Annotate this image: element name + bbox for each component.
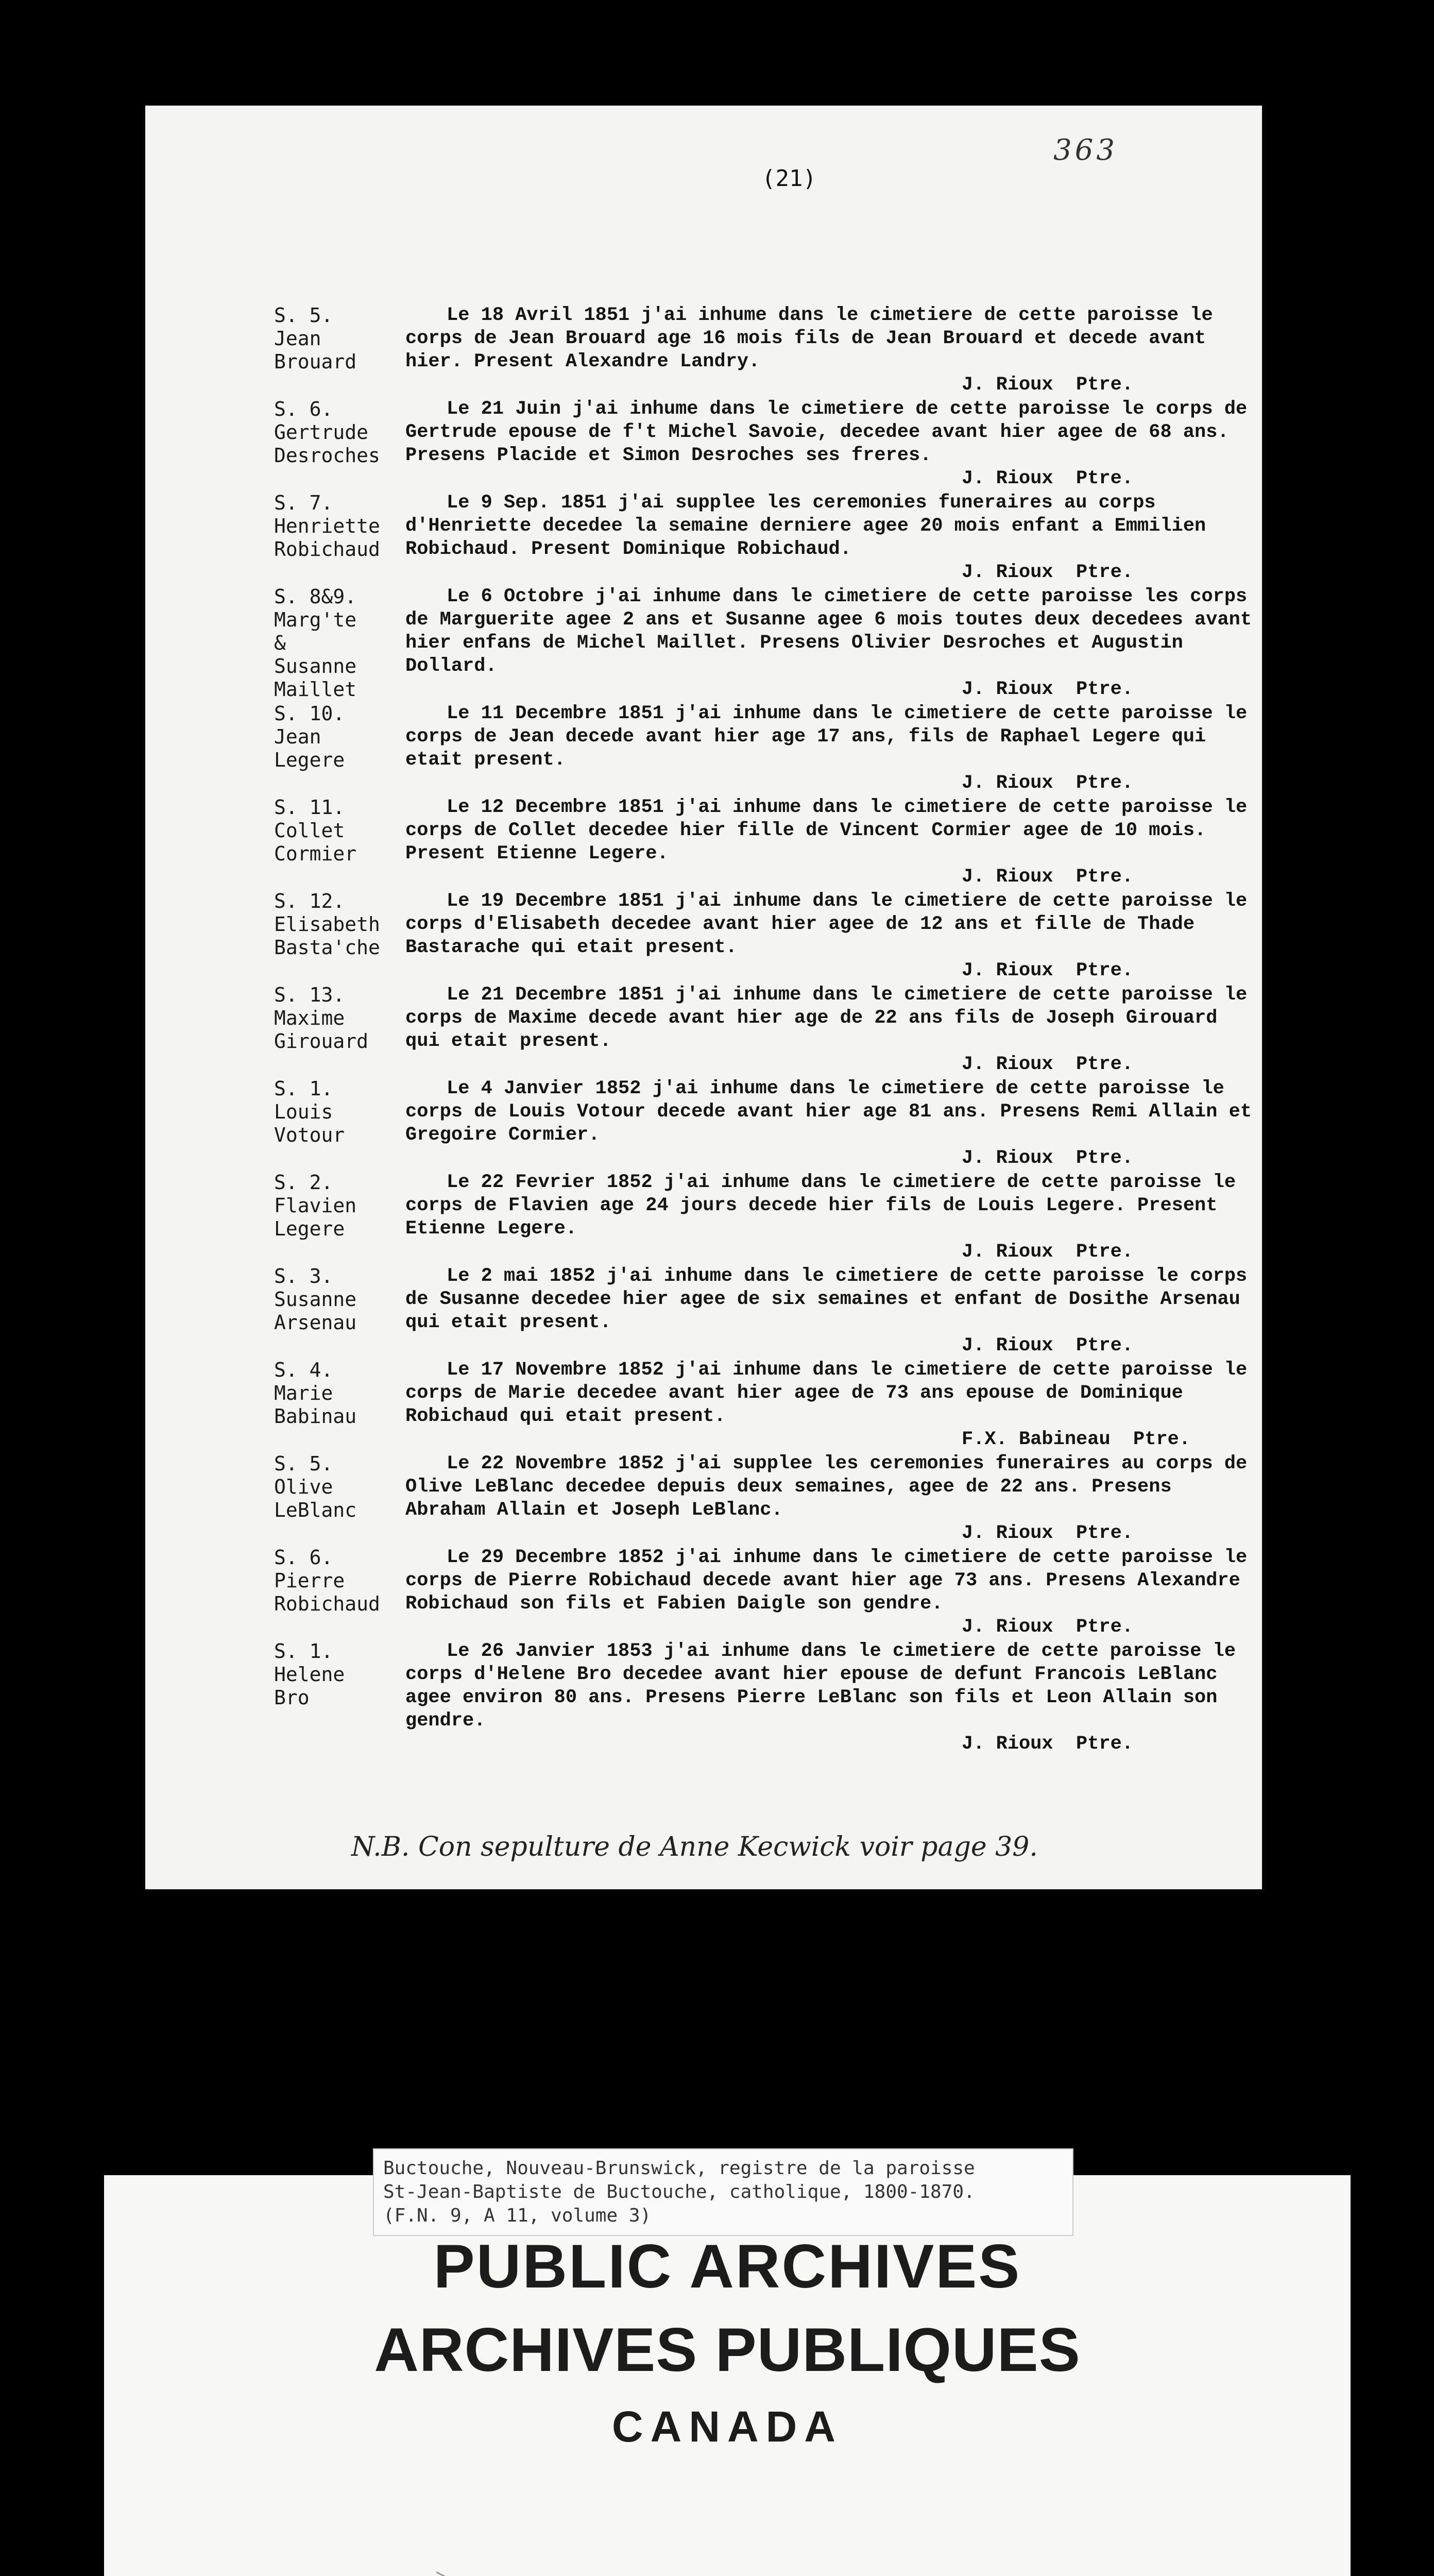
priest-signature: J. Rioux Ptre. bbox=[962, 960, 1134, 981]
entry-margin bbox=[274, 702, 405, 795]
priest-signature: F.X. Babineau Ptre. bbox=[962, 1429, 1191, 1450]
burial-entry bbox=[274, 398, 1263, 490]
burial-entry bbox=[274, 1640, 1263, 1756]
deceased-name-line: Desroches bbox=[274, 444, 380, 467]
burial-entry bbox=[274, 304, 1263, 397]
priest-signature: J. Rioux Ptre. bbox=[962, 1522, 1134, 1544]
entry-reference: S. 12. bbox=[274, 890, 345, 912]
deceased-name-line: Robichaud bbox=[274, 1592, 380, 1615]
priest-signature: J. Rioux Ptre. bbox=[962, 1147, 1134, 1169]
entry-text: Le 6 Octobre j'ai inhume dans le cimetiere de cette paroisse les corps de Marguerite agee 2 ans et Susanne agee 6 mois toutes deux decedees avant hier enfans de Michel Maillet. Presens Olivier Desroches et Augustin Dollard. bbox=[405, 586, 1264, 677]
entry-body bbox=[405, 1359, 1263, 1451]
entry-body bbox=[405, 398, 1263, 490]
burial-entry bbox=[274, 1452, 1263, 1545]
entry-text: Le 4 Janvier 1852 j'ai inhume dans le cimetiere de cette paroisse le corps de Louis Votour decede avant hier age 81 ans. Presens Remi Allain et Gregoire Cormier. bbox=[405, 1078, 1264, 1146]
entry-body bbox=[405, 702, 1263, 795]
deceased-name-line: Susanne bbox=[274, 1288, 357, 1311]
entry-body bbox=[405, 890, 1263, 982]
entry-text: Le 26 Janvier 1853 j'ai inhume dans le cimetiere de cette paroisse le corps d'Helene Bro decedee avant hier epouse de defunt Francois LeBlanc agee environ 80 ans. Presens Pierre LeBlanc son fils et Leon Allain son gendre. bbox=[405, 1640, 1248, 1732]
entry-reference: S. 1. bbox=[274, 1640, 333, 1663]
deceased-name-line: Olive bbox=[274, 1476, 333, 1498]
entry-body bbox=[405, 1546, 1263, 1639]
deceased-name-line: Susanne bbox=[274, 655, 357, 677]
archive-title-english: PUBLIC ARCHIVES bbox=[433, 2232, 1021, 2301]
entry-reference: S. 6. bbox=[274, 398, 333, 420]
burial-entry bbox=[274, 1171, 1263, 1264]
priest-signature: J. Rioux Ptre. bbox=[962, 679, 1134, 700]
burial-entry bbox=[274, 984, 1263, 1076]
priest-signature: J. Rioux Ptre. bbox=[962, 468, 1134, 489]
burial-entry bbox=[274, 702, 1263, 795]
entry-margin bbox=[274, 890, 405, 982]
entry-reference: S. 4. bbox=[274, 1359, 333, 1381]
deceased-name-line: Brouard bbox=[274, 350, 357, 373]
entry-reference: S. 2. bbox=[274, 1171, 333, 1194]
entry-text: Le 22 Fevrier 1852 j'ai inhume dans le cimetiere de cette paroisse le corps de Flavien age 24 jours decede hier fils de Louis Legere. Present Etienne Legere. bbox=[405, 1172, 1248, 1240]
deceased-name-line: Helene bbox=[274, 1663, 345, 1686]
deceased-name-line: Marie bbox=[274, 1382, 333, 1404]
handwritten-note: N.B. Con sepulture de Anne Kecwick voir page 39. bbox=[351, 1832, 1038, 1862]
entry-margin bbox=[274, 1546, 405, 1639]
entry-text: Le 21 Juin j'ai inhume dans le cimetiere de cette paroisse le corps de Gertrude epouse de f't Michel Savoie, decedee avant hier agee de 68 ans. Presens Placide et Simon Desroches ses freres. bbox=[405, 398, 1259, 466]
entry-margin bbox=[274, 796, 405, 889]
entry-reference: S. 5. bbox=[274, 304, 333, 327]
entry-margin bbox=[274, 1265, 405, 1358]
entry-margin bbox=[274, 304, 405, 397]
priest-signature: J. Rioux Ptre. bbox=[962, 1616, 1134, 1638]
entry-body bbox=[405, 796, 1263, 889]
deceased-name-line: Legere bbox=[274, 749, 345, 771]
entry-reference: S. 5. bbox=[274, 1452, 333, 1475]
entry-text: Le 19 Decembre 1851 j'ai inhume dans le cimetiere de cette paroisse le corps d'Elisabeth decedee avant hier agee de 12 ans et fille de Thade Bastarache qui etait present. bbox=[405, 890, 1259, 958]
entry-reference: S. 11. bbox=[274, 796, 345, 819]
deceased-name-line: Jean bbox=[274, 327, 321, 350]
register-page bbox=[145, 106, 1262, 1889]
entry-margin bbox=[274, 984, 405, 1076]
entry-body bbox=[405, 304, 1263, 397]
entry-text: Le 29 Decembre 1852 j'ai inhume dans le cimetiere de cette paroisse le corps de Pierre Robichaud decede avant hier age 73 ans. Presens Alexandre Robichaud son fils et Fabien Daigle son gendre. bbox=[405, 1547, 1259, 1615]
entry-body bbox=[405, 1077, 1263, 1170]
entry-body bbox=[405, 492, 1263, 584]
entry-margin bbox=[274, 1171, 405, 1264]
entry-text: Le 21 Decembre 1851 j'ai inhume dans le cimetiere de cette paroisse le corps de Maxime decede avant hier age de 22 ans fils de Joseph Girouard qui etait present. bbox=[405, 984, 1259, 1052]
entry-body bbox=[405, 1452, 1263, 1545]
priest-signature: J. Rioux Ptre. bbox=[962, 1733, 1134, 1755]
page-number: (21) bbox=[762, 165, 816, 192]
deceased-name-line: Marg'te bbox=[274, 608, 357, 631]
entry-reference: S. 3. bbox=[274, 1265, 333, 1287]
entry-text: Le 17 Novembre 1852 j'ai inhume dans le cimetiere de cette paroisse le corps de Marie decedee avant hier agee de 73 ans epouse de Dominique Robichaud qui etait present. bbox=[405, 1359, 1259, 1427]
entry-body bbox=[405, 1265, 1263, 1358]
handwritten-folio-number: 363 bbox=[1053, 133, 1118, 167]
entry-reference: S. 6. bbox=[274, 1546, 333, 1569]
deceased-name-line: Bro bbox=[274, 1686, 310, 1709]
archive-card bbox=[104, 2158, 1351, 2576]
entry-margin bbox=[274, 585, 405, 701]
deceased-name-line: LeBlanc bbox=[274, 1499, 357, 1521]
archive-country: CANADA bbox=[612, 2402, 843, 2451]
entry-body bbox=[405, 1171, 1263, 1264]
priest-signature: J. Rioux Ptre. bbox=[962, 562, 1134, 583]
deceased-name-line: Gertrude bbox=[274, 421, 369, 444]
burial-entry bbox=[274, 585, 1263, 701]
deceased-name-line: Elisabeth bbox=[274, 913, 380, 936]
entry-body bbox=[405, 984, 1263, 1076]
entry-margin bbox=[274, 398, 405, 490]
entry-reference: S. 13. bbox=[274, 984, 345, 1006]
entry-reference: S. 8&9. bbox=[274, 585, 357, 608]
entry-body bbox=[405, 1640, 1263, 1756]
deceased-name-line: Pierre bbox=[274, 1569, 345, 1592]
archive-label-line: St-Jean-Baptiste de Buctouche, catholique, 1800-1870. bbox=[383, 2181, 975, 2202]
deceased-name-line: Henriette bbox=[274, 515, 380, 537]
burial-entries bbox=[274, 304, 1263, 1757]
deceased-name-line: Flavien bbox=[274, 1194, 357, 1217]
deceased-name-line: Girouard bbox=[274, 1030, 369, 1053]
entry-reference: S. 10. bbox=[274, 702, 345, 725]
burial-entry bbox=[274, 1077, 1263, 1170]
entry-text: Le 18 Avril 1851 j'ai inhume dans le cimetiere de cette paroisse le corps de Jean Brouard age 16 mois fils de Jean Brouard et decede avant hier. Present Alexandre Landry. bbox=[405, 304, 1224, 372]
entry-text: Le 22 Novembre 1852 j'ai supplee les ceremonies funeraires au corps de Olive LeBlanc decedee depuis deux semaines, agee de 22 ans. Presens Abraham Allain et Joseph LeBlanc. bbox=[405, 1453, 1259, 1521]
deceased-name-line: Cormier bbox=[274, 842, 357, 865]
entry-text: Le 9 Sep. 1851 j'ai supplee les ceremonies funeraires au corps d'Henriette decedee la semaine derniere agee 20 mois enfant a Emmilien Robichaud. Present Dominique Robichaud. bbox=[405, 492, 1218, 560]
deceased-name-line: Votour bbox=[274, 1124, 345, 1146]
burial-entry bbox=[274, 1359, 1263, 1451]
priest-signature: J. Rioux Ptre. bbox=[962, 1054, 1134, 1075]
deceased-name-line: Legere bbox=[274, 1217, 345, 1240]
entry-margin bbox=[274, 1077, 405, 1170]
priest-signature: J. Rioux Ptre. bbox=[962, 1335, 1134, 1357]
deceased-name-line: Maillet bbox=[274, 678, 357, 701]
burial-entry bbox=[274, 796, 1263, 889]
entry-text: Le 2 mai 1852 j'ai inhume dans le cimetiere de cette paroisse le corps de Susanne decedee hier agee de six semaines et enfant de Dosithe Arsenau qui etait present. bbox=[405, 1265, 1259, 1333]
archive-label bbox=[373, 2148, 1073, 2236]
deceased-name-line: Collet bbox=[274, 819, 345, 842]
priest-signature: J. Rioux Ptre. bbox=[962, 1241, 1134, 1263]
archive-label-line: (F.N. 9, A 11, volume 3) bbox=[383, 2205, 652, 2226]
burial-entry bbox=[274, 492, 1263, 584]
pencil-mark bbox=[436, 2553, 483, 2576]
burial-entry bbox=[274, 890, 1263, 982]
entry-text: Le 11 Decembre 1851 j'ai inhume dans le cimetiere de cette paroisse le corps de Jean decede avant hier age 17 ans, fils de Raphael Legere qui etait present. bbox=[405, 703, 1259, 771]
burial-entry bbox=[274, 1265, 1263, 1358]
entry-margin bbox=[274, 1359, 405, 1451]
deceased-name-line: Louis bbox=[274, 1100, 333, 1123]
burial-entry bbox=[274, 1546, 1263, 1639]
deceased-name-line: Babinau bbox=[274, 1405, 357, 1428]
deceased-name-line: Robichaud bbox=[274, 538, 380, 561]
archive-title-french: ARCHIVES PUBLIQUES bbox=[374, 2315, 1081, 2384]
entry-reference: S. 1. bbox=[274, 1077, 333, 1100]
entry-text: Le 12 Decembre 1851 j'ai inhume dans le cimetiere de cette paroisse le corps de Collet decedee hier fille de Vincent Cormier agee de 10 mois. Present Etienne Legere. bbox=[405, 796, 1259, 865]
priest-signature: J. Rioux Ptre. bbox=[962, 866, 1134, 888]
entry-margin bbox=[274, 1640, 405, 1756]
entry-body bbox=[405, 585, 1263, 701]
entry-margin bbox=[274, 492, 405, 584]
deceased-name-line: Jean bbox=[274, 725, 321, 748]
deceased-name-line: Basta'che bbox=[274, 936, 380, 959]
entry-margin bbox=[274, 1452, 405, 1545]
deceased-name-line: Maxime bbox=[274, 1007, 345, 1029]
deceased-name-line: & bbox=[274, 632, 286, 654]
priest-signature: J. Rioux Ptre. bbox=[962, 374, 1134, 396]
priest-signature: J. Rioux Ptre. bbox=[962, 772, 1134, 794]
entry-reference: S. 7. bbox=[274, 492, 333, 514]
deceased-name-line: Arsenau bbox=[274, 1311, 357, 1334]
archive-label-line: Buctouche, Nouveau-Brunswick, registre de la paroisse bbox=[383, 2158, 975, 2179]
